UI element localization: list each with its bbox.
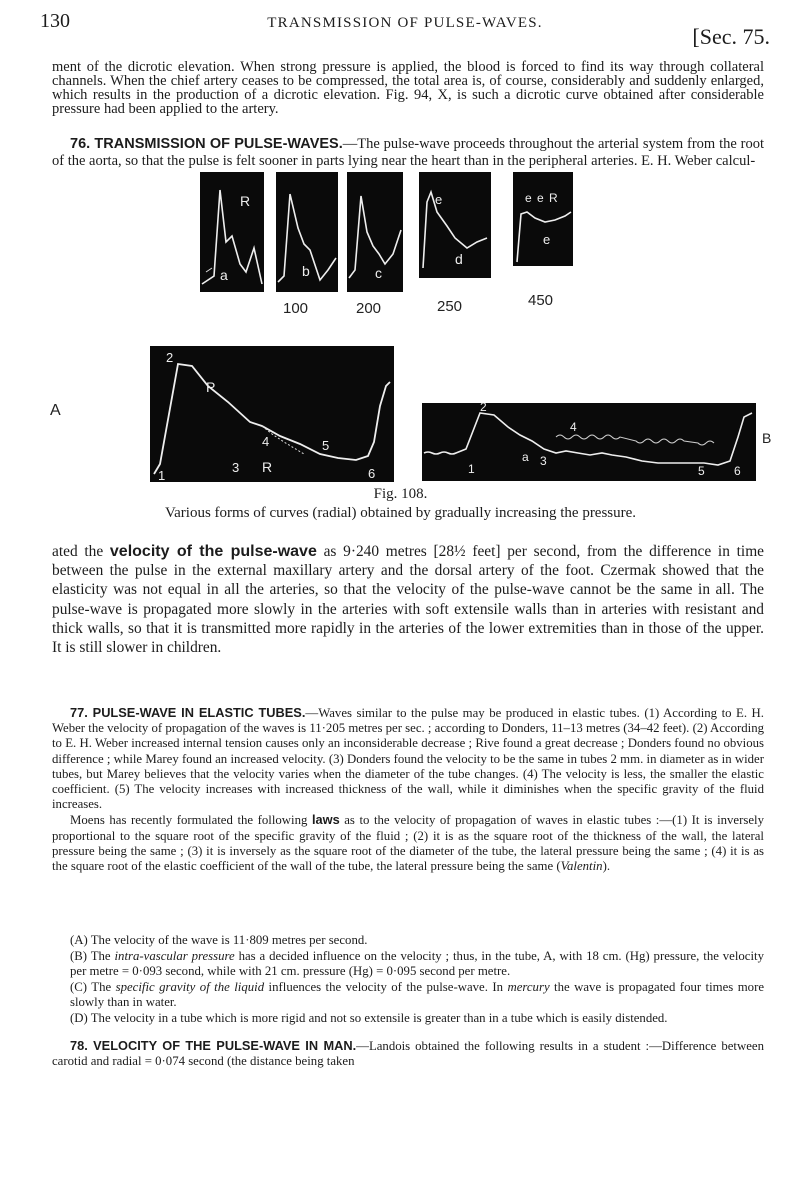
curve-letter-a: a: [220, 267, 228, 283]
item-B: [52, 949, 764, 979]
panel-A-label: A: [50, 402, 61, 419]
panel-B-mark-a: a: [522, 450, 529, 464]
panel-A-mark-6: 6: [368, 466, 376, 481]
section-78-heading: 78. VELOCITY OF THE PULSE-WAVE IN MAN.: [70, 1038, 357, 1053]
pressure-value-200: 200: [356, 300, 382, 317]
velocity-text-post: as 9·240 metres [28½ feet] per second, from the difference in time between the pulse in the external maxillary artery and the dorsal artery of the foot. Czermak showed that the elasticity was not equal in all the arteries, so that the velocity of the pulse-wave cannot be the same in all. The pulse-wave is propagated more slowly in the arteries with soft extensile walls than in arteries with resistant and thick walls, so that it is transmitted more rapidly in the arteries of the lower extremities than in those of the upper. It is still slower in children.: [52, 543, 764, 657]
moens-text-end: ).: [602, 859, 611, 874]
panel-B-mark-4: 4: [570, 420, 577, 434]
item-C-post: the wave is propagated four times more slowly than in water.: [70, 980, 765, 1010]
pressure-value-250: 250: [437, 298, 463, 315]
pulse-curve-panel-1: [200, 172, 264, 292]
curve-letter-e1: e: [525, 191, 532, 205]
curve-letter-R5: R: [549, 191, 558, 205]
panel-A-mark-5: 5: [322, 438, 330, 453]
moens-text-pre: Moens has recently formulated the following: [70, 813, 312, 828]
item-C-term-2: mercury: [507, 980, 550, 994]
curve-letter-b: b: [302, 263, 310, 279]
panel-B-mark-6: 6: [734, 464, 741, 478]
pulse-curve-panel-2: [276, 172, 338, 292]
panel-A-mark-4: 4: [262, 434, 270, 449]
item-A: (A) The velocity of the wave is 11·809 metres per second.: [70, 933, 368, 947]
page-number: 130: [40, 10, 70, 32]
item-C: [52, 980, 764, 1010]
item-C-pre: (C) The: [70, 980, 116, 994]
paragraph-dicrotic: ment of the dicrotic elevation. When strong pressure is applied, the blood is forced to find its way through collateral channels. When the chief artery ceases to be compressed, the total area is, of course, considerably and suddenly enlarged, which results in the production of a dicrotic elevation. Fig. 94, X, is such a dicrotic curve obtained after considerable pressure had been applied to the artery.: [52, 59, 764, 117]
curve-letter-e3: e: [543, 232, 551, 247]
section-77: [52, 705, 764, 874]
item-C-mid: influences the velocity of the pulse-wave. In: [264, 980, 508, 994]
section-77-heading: 77. PULSE-WAVE IN ELASTIC TUBES.: [70, 705, 306, 720]
section-76: [52, 136, 764, 170]
moens-citation: Valentin: [560, 859, 603, 874]
pulse-curve-panel-3: [347, 172, 403, 292]
running-title: TRANSMISSION OF PULSE-WAVES.: [267, 15, 543, 31]
velocity-text-pre: ated the: [52, 543, 110, 560]
panel-A-mark-3: 3: [232, 460, 240, 475]
paragraph-velocity: [52, 542, 764, 657]
section-78-text: —Landois obtained the following results in a student :—Difference between carotid and radial = 0·074 second (the distance being taken: [52, 1039, 764, 1069]
figure-caption: Various forms of curves (radial) obtained by gradually increasing the pressure.: [164, 505, 637, 521]
panel-B-mark-5: 5: [698, 464, 705, 478]
item-D: (D) The velocity in a tube which is more rigid and not so extensile is greater than in a tube which is easily distended.: [70, 1011, 668, 1025]
pulse-curve-panel-A: [150, 346, 394, 482]
panel-B-mark-3: 3: [540, 454, 547, 468]
panel-B-mark-1: 1: [468, 462, 475, 476]
pressure-value-450: 450: [528, 292, 554, 309]
figure-label: Fig. 108.: [373, 486, 428, 502]
panel-A-mark-R: R: [262, 459, 273, 475]
section-76-heading: 76. TRANSMISSION OF PULSE-WAVES.: [70, 136, 343, 152]
item-B-post: has a decided influence on the velocity ; thus, in the tube, A, with 18 cm. (Hg) pressure, the velocity per metre = 0·093 second, while with 21 cm. pressure (Hg) = 0·095 second per metre.: [70, 949, 764, 979]
curve-letter-d: d: [455, 251, 463, 267]
panel-B-mark-2: 2: [480, 403, 487, 414]
panel-A-mark-1: 1: [158, 468, 166, 482]
curve-letter-e: e: [435, 192, 443, 207]
pulse-curve-panel-B: [422, 403, 756, 481]
section-77-text: —Waves similar to the pulse may be produced in elastic tubes. (1) According to E. H. Weber the velocity of propagation of the waves is 11·205 metres per sec. ; according to Donders, 11–13 metres (34–42 feet). (2) According to E. H. Weber increased internal tension causes only an inconsiderable decrease ; Rive found a great decrease ; Donders found no obvious difference ; while Marey found an increased velocity. (3) Donders found the velocity to be the same in tubes 2 mm. in diameter as in wider tubes, but Marey believes that the velocity varies when the diameter of the tube changes. (4) The velocity is less, the smaller the elastic coefficient. (5) The velocity increases with increased thickness of the wall, while it diminishes when the specific gravity of the fluid increases.: [52, 706, 764, 812]
item-B-pre: (B) The: [70, 949, 115, 963]
curve-letter-R: R: [240, 193, 251, 209]
pressure-value-100: 100: [283, 300, 309, 317]
pulse-curve-panel-4: [419, 172, 491, 278]
pulse-curve-panel-5: [513, 172, 573, 266]
curve-letter-c: c: [375, 265, 382, 281]
item-C-term: specific gravity of the liquid: [115, 980, 265, 994]
curve-letter-e2: e: [537, 191, 544, 205]
panel-B-label: B: [762, 430, 772, 446]
moens-text-post: as to the velocity of propagation of waves in elastic tubes :—(1) It is inversely proportional to the square root of the specific gravity of the fluid ; (2) it is as the square root of the thickness of the wall, the lateral pressure being the same ; (3) it is inversely as the square root of the diameter of the tube, the lateral pressure being the same ; (4) it is as the square root of the elastic coefficient of the wall of the tube, the lateral pressure being the same (: [52, 813, 764, 874]
velocity-term: velocity of the pulse-wave: [109, 543, 317, 560]
item-B-term: intra-vascular pressure: [114, 949, 235, 963]
section-marker: [Sec. 75.: [692, 24, 770, 49]
page-header: [40, 8, 770, 58]
section-76-text: —The pulse-wave proceeds throughout the arterial system from the root of the aorta, so that the pulse is felt sooner in parts lying near the heart than in the peripheral arteries. E. H. Weber calcul-: [52, 136, 764, 169]
moens-laws-term: laws: [311, 812, 340, 828]
panel-A-mark-2: 2: [166, 350, 174, 365]
panel-A-mark-P: P: [206, 379, 216, 395]
section-78: [52, 1038, 764, 1069]
